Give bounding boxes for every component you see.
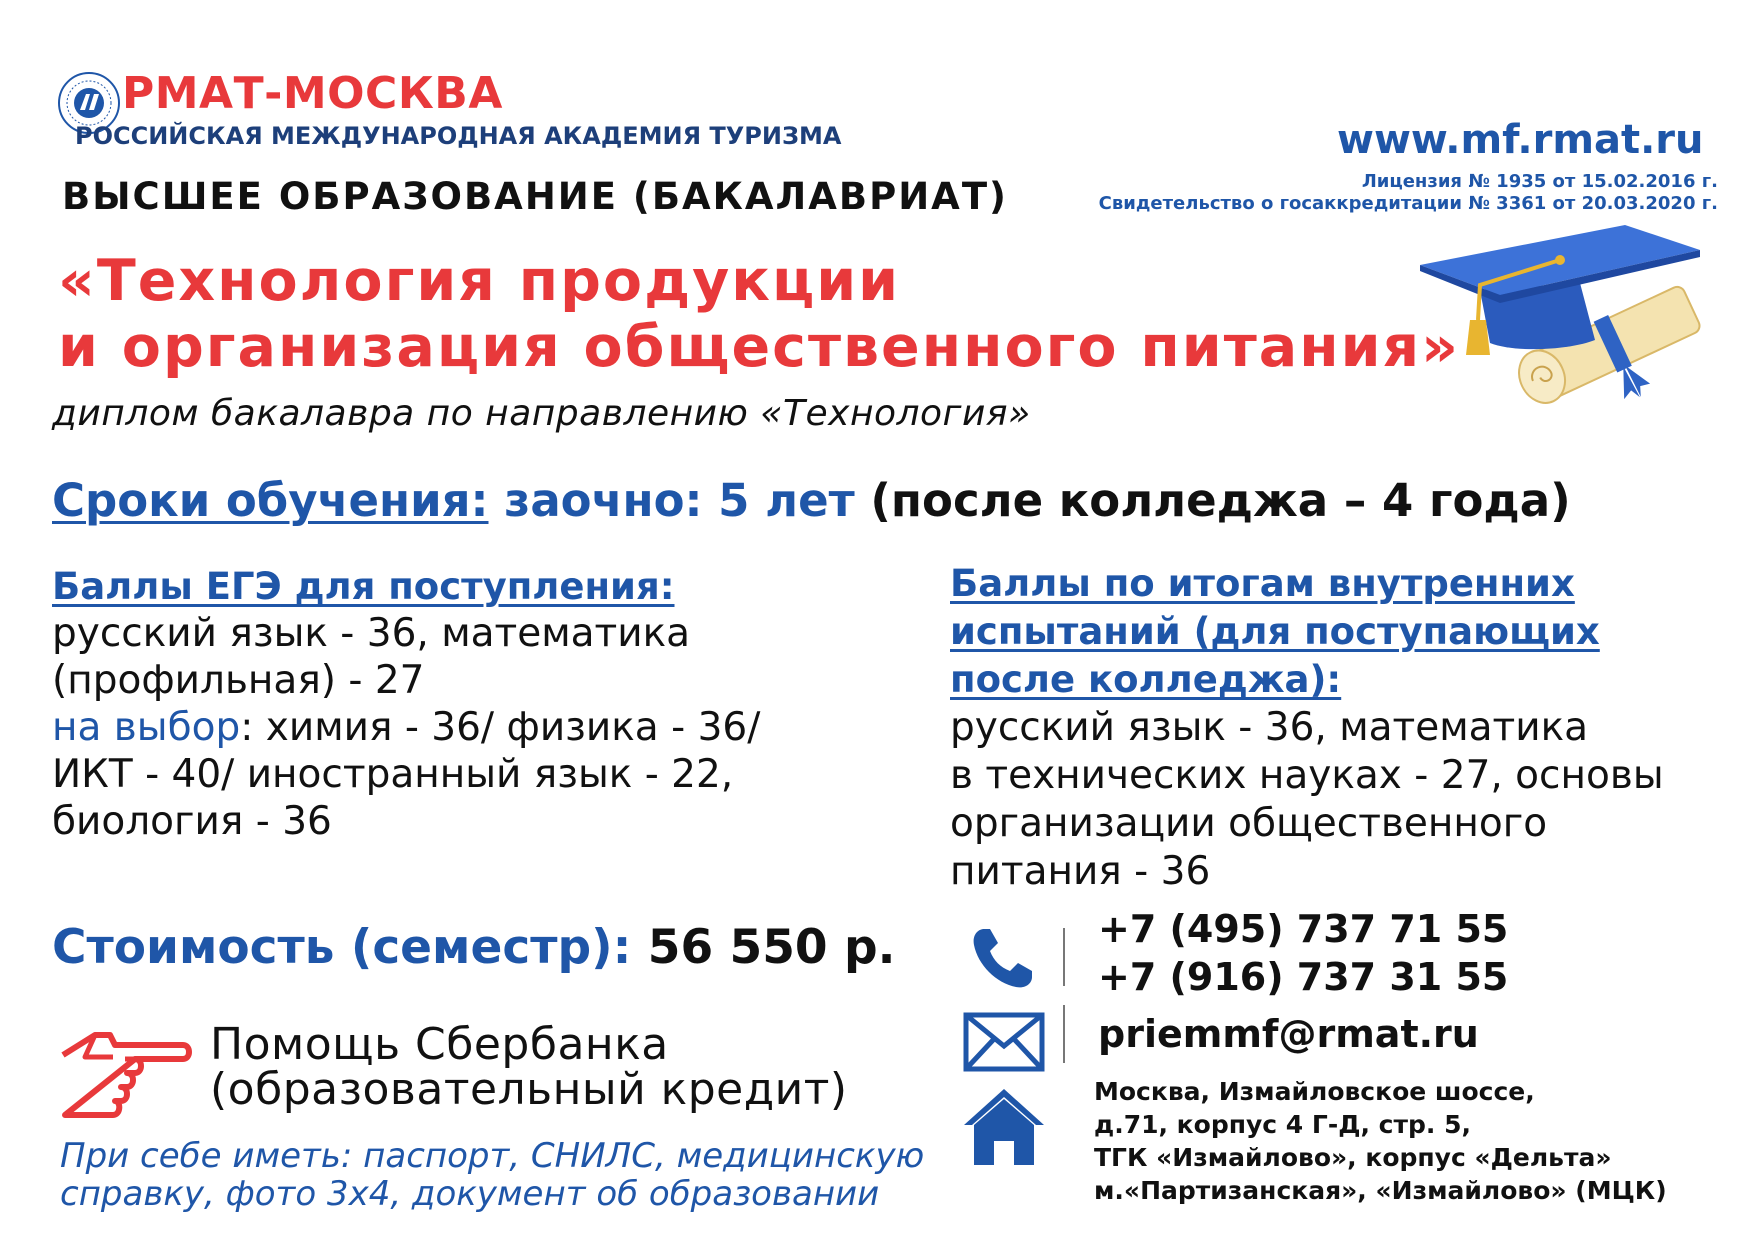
website-link[interactable]: www.mf.rmat.ru <box>1337 117 1704 163</box>
duration-value: заочно: 5 лет <box>488 474 855 527</box>
internal-heading-line-3: после колледжа): <box>950 658 1342 701</box>
license-info: Лицензия № 1935 от 15.02.2016 г. <box>1361 171 1718 192</box>
documents-line-2: справку, фото 3х4, документ об образовании <box>60 1174 880 1214</box>
address-line-2: д.71, корпус 4 Г-Д, стр. 5, <box>1094 1110 1471 1139</box>
program-title-line-1: «Технология продукции <box>58 248 901 314</box>
education-level: ВЫСШЕЕ ОБРАЗОВАНИЕ (БАКАЛАВРИАТ) <box>62 175 1008 218</box>
ege-line-3 <box>52 704 922 751</box>
internal-line-1: русский язык - 36, математика <box>950 705 1589 750</box>
required-documents <box>60 1137 924 1213</box>
documents-line-1: При себе иметь: паспорт, СНИЛС, медицинскую <box>60 1136 925 1176</box>
ege-line-2: (профильная) - 27 <box>52 658 425 703</box>
program-title-line-2: и организация общественного питания» <box>58 314 1460 380</box>
brand-subtitle: РОССИЙСКАЯ МЕЖДУНАРОДНАЯ АКАДЕМИЯ ТУРИЗМА <box>75 122 842 150</box>
address-line-4: м.«Партизанская», «Измайлово» (МЦК) <box>1094 1176 1667 1205</box>
ege-line-1: русский язык - 36, математика <box>52 611 691 656</box>
phone-number-1[interactable]: +7 (495) 737 71 55 <box>1098 907 1509 951</box>
graduation-cap-icon <box>1420 225 1710 415</box>
duration-label: Сроки обучения: <box>52 474 489 527</box>
home-icon <box>960 1085 1048 1167</box>
ege-choice-label: на выбор <box>52 705 241 750</box>
cost-value: 56 550 р. <box>631 920 896 975</box>
accreditation-info: Свидетельство о госаккредитации № 3361 от 20.03.2020 г. <box>1098 193 1718 214</box>
brand-name: РМАТ-МОСКВА <box>122 68 503 119</box>
internal-heading <box>950 560 1730 704</box>
email-link[interactable]: priemmf@rmat.ru <box>1098 1012 1479 1056</box>
study-duration <box>52 474 1571 527</box>
sber-line-2: (образовательный кредит) <box>210 1064 848 1115</box>
tuition-cost <box>52 920 896 975</box>
address-line-1: Москва, Измайловское шоссе, <box>1094 1077 1535 1106</box>
internal-line-2: в технических науках - 27, основы <box>950 753 1664 798</box>
internal-exam-scores <box>950 560 1730 896</box>
sberbank-loan <box>210 1019 848 1115</box>
ege-line-4: ИКТ - 40/ иностранный язык - 22, <box>52 752 734 797</box>
internal-heading-line-2: испытаний (для поступающих <box>950 610 1600 653</box>
contact-divider <box>1063 928 1065 986</box>
envelope-icon <box>963 1012 1045 1072</box>
contact-divider <box>1063 1005 1065 1063</box>
ege-choice-subjects: : химия - 36/ физика - 36/ <box>240 705 761 750</box>
cost-label: Стоимость (семестр): <box>52 920 632 975</box>
pointing-hand-icon <box>55 1015 195 1125</box>
ege-scores <box>52 563 922 845</box>
ege-line-5: биология - 36 <box>52 799 332 844</box>
internal-line-4: питания - 36 <box>950 849 1211 894</box>
internal-line-3: организации общественного <box>950 801 1548 846</box>
internal-heading-line-1: Баллы по итогам внутренних <box>950 562 1575 605</box>
program-title <box>58 248 1460 380</box>
sber-line-1: Помощь Сбербанка <box>210 1019 669 1070</box>
phone-icon <box>970 925 1036 991</box>
address-line-3: ТГК «Измайлово», корпус «Дельта» <box>1094 1143 1612 1172</box>
diploma-subtitle: диплом бакалавра по направлению «Технология» <box>52 393 1031 434</box>
duration-note: (после колледжа – 4 года) <box>854 474 1571 527</box>
ege-heading: Баллы ЕГЭ для поступления: <box>52 565 675 608</box>
address <box>1094 1075 1667 1207</box>
phone-number-2[interactable]: +7 (916) 737 31 55 <box>1098 955 1509 999</box>
